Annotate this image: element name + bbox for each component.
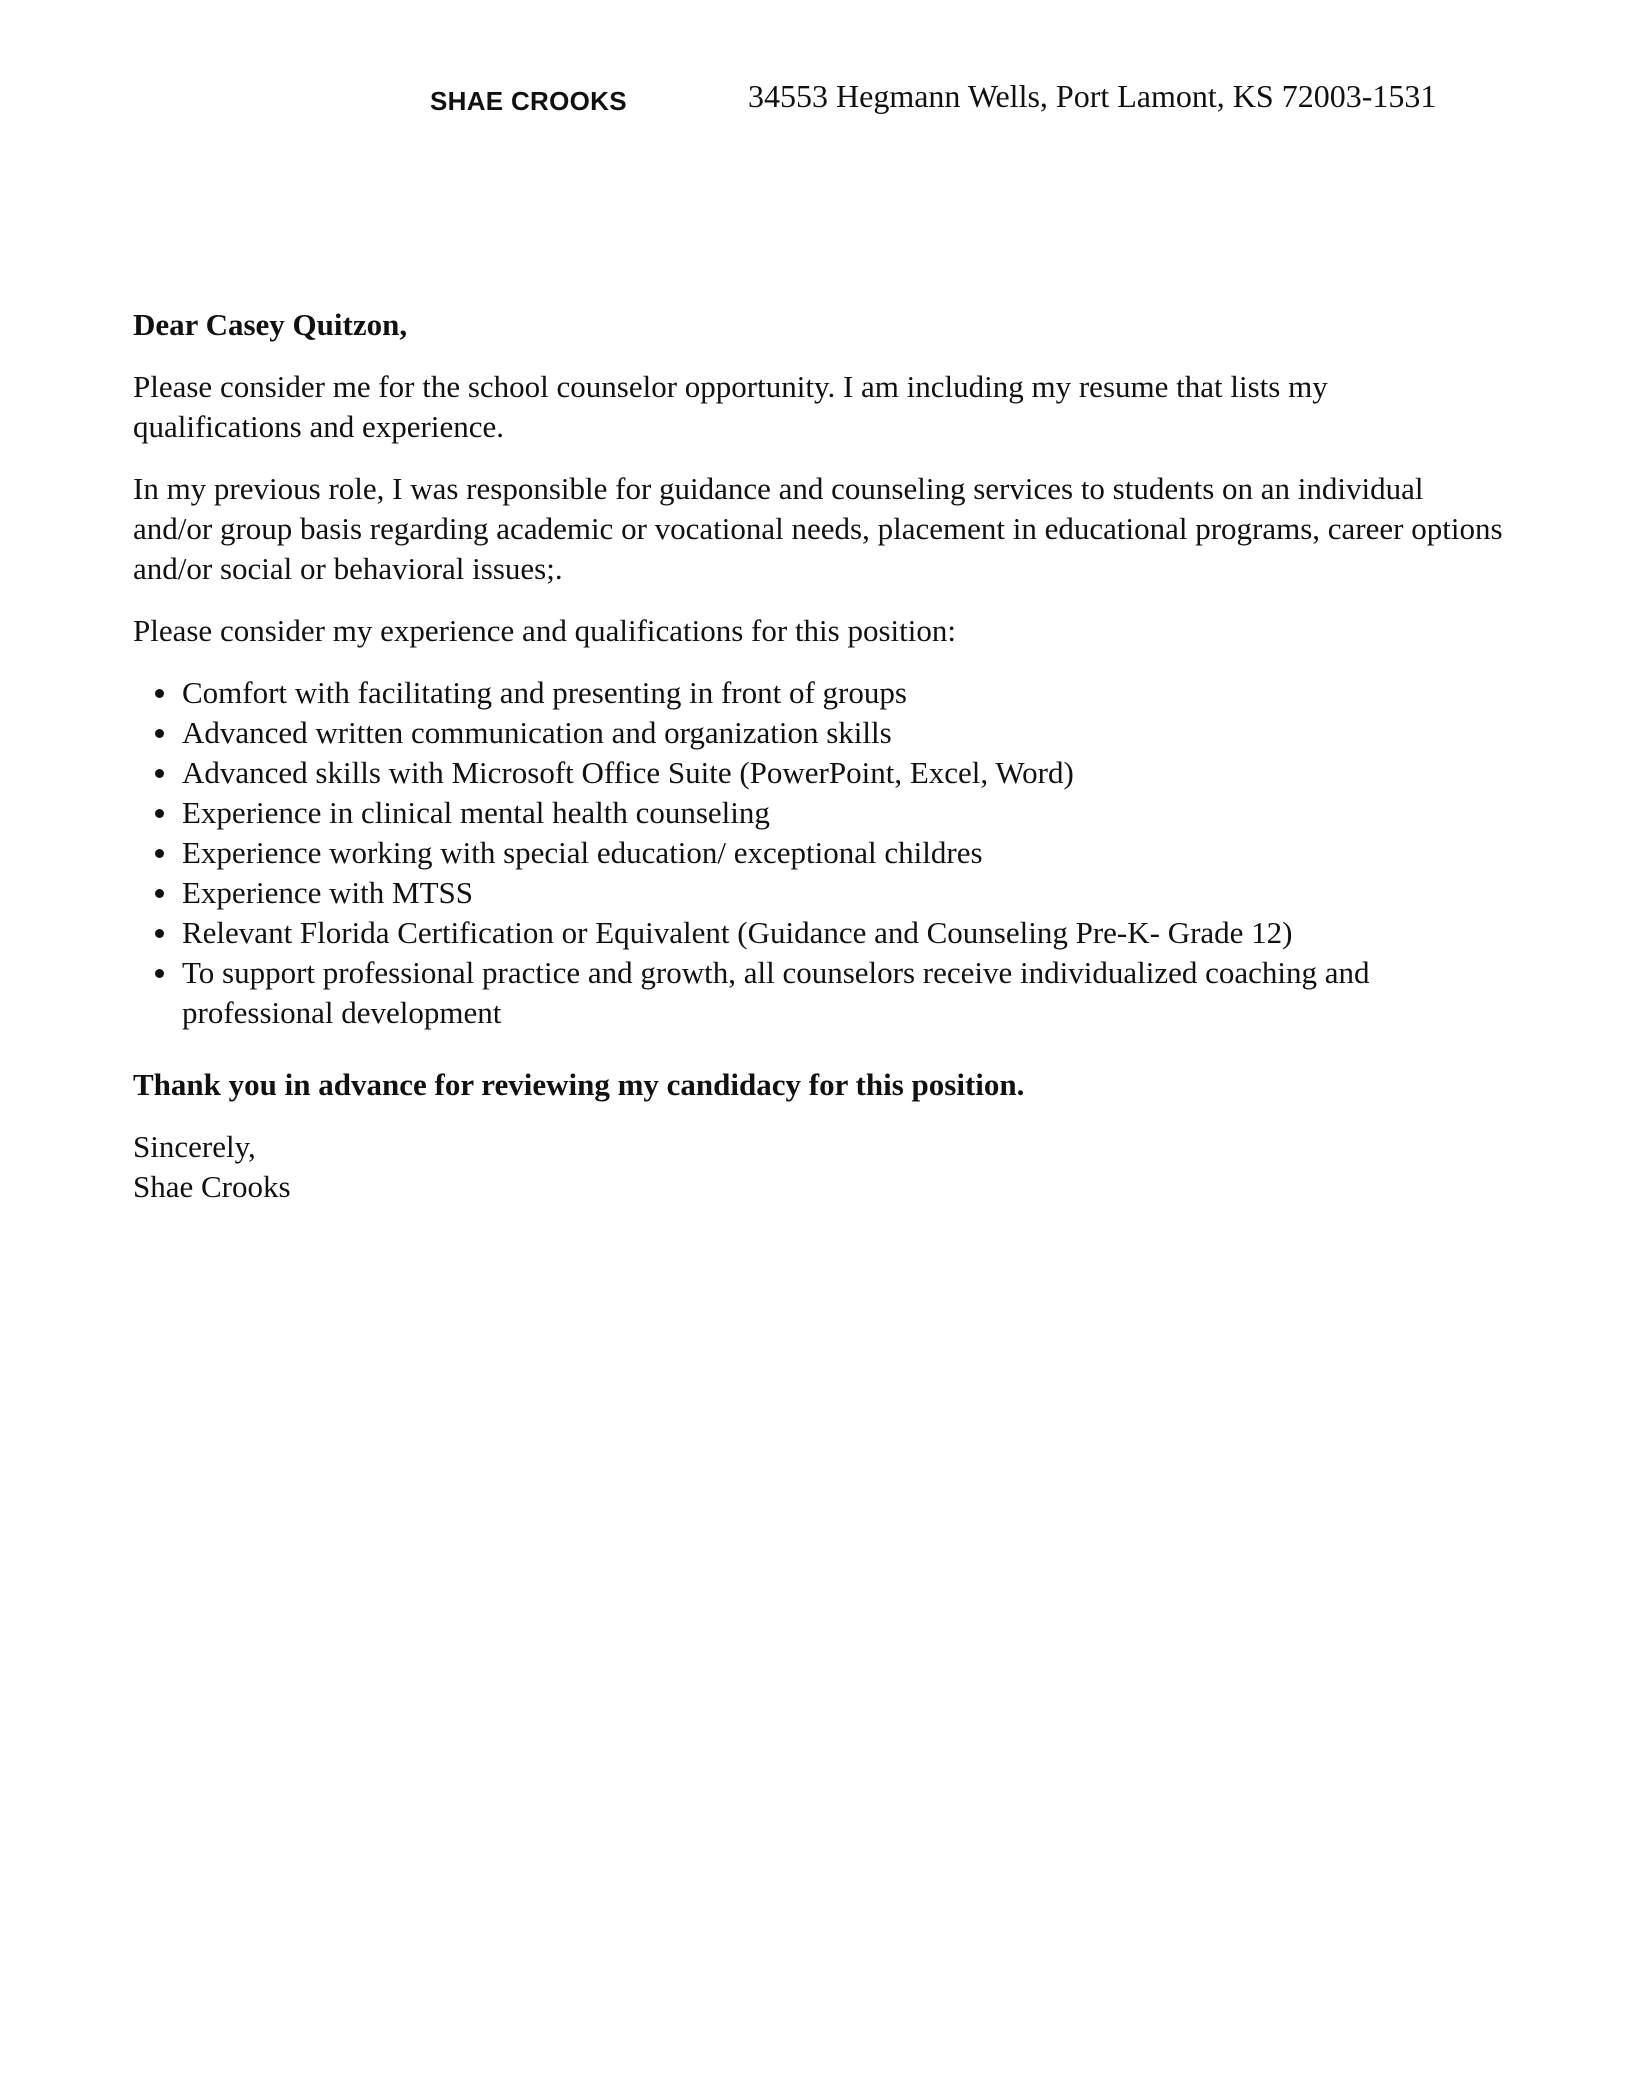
signature-name: Shae Crooks xyxy=(133,1169,291,1204)
bullet-icon xyxy=(155,849,164,858)
intro-paragraph: Please consider me for the school counselor opportunity. I am including my resume that lists my qualifications and experience. xyxy=(133,369,1328,444)
qualification-text: Comfort with facilitating and presenting in front of groups xyxy=(182,675,907,710)
qualification-text: Advanced written communication and organization skills xyxy=(182,715,892,750)
bullet-icon xyxy=(155,689,164,698)
qualification-text: Relevant Florida Certification or Equivalent (Guidance and Counseling Pre-K- Grade 12) xyxy=(182,915,1293,950)
list-item xyxy=(133,953,1503,1033)
list-item xyxy=(133,833,1503,873)
qualification-text: Experience with MTSS xyxy=(182,875,474,910)
letter-header xyxy=(0,78,1632,128)
bullet-icon xyxy=(155,889,164,898)
salutation: Dear Casey Quitzon, xyxy=(133,307,408,342)
bullet-icon xyxy=(155,769,164,778)
bullet-icon xyxy=(155,809,164,818)
list-item xyxy=(133,913,1503,953)
sender-address: 34553 Hegmann Wells, Port Lamont, KS 72003-1531 xyxy=(748,78,1437,114)
bullet-icon xyxy=(155,929,164,938)
bullet-icon xyxy=(155,729,164,738)
list-item xyxy=(133,873,1503,913)
bullet-icon xyxy=(155,969,164,978)
signoff: Sincerely, xyxy=(133,1129,256,1164)
letter-body xyxy=(133,305,1503,1207)
list-item xyxy=(133,713,1503,753)
list-item xyxy=(133,673,1503,713)
sender-name: SHAE CROOKS xyxy=(430,86,627,116)
list-item xyxy=(133,793,1503,833)
qualification-text: Experience in clinical mental health counseling xyxy=(182,795,770,830)
qualifications-list xyxy=(133,673,1503,1033)
qualification-text: To support professional practice and growth, all counselors receive individualized coaching and professional development xyxy=(182,955,1370,1030)
previous-role-paragraph: In my previous role, I was responsible for guidance and counseling services to students on an individual and/or group basis regarding academic or vocational needs, placement in educational programs, career options and/or social or behavioral issues;. xyxy=(133,471,1503,586)
qualification-text: Advanced skills with Microsoft Office Suite (PowerPoint, Excel, Word) xyxy=(182,755,1074,790)
qualifications-intro: Please consider my experience and qualifications for this position: xyxy=(133,613,956,648)
closing-line: Thank you in advance for reviewing my candidacy for this position. xyxy=(133,1067,1025,1102)
list-item xyxy=(133,753,1503,793)
qualification-text: Experience working with special education/ exceptional childres xyxy=(182,835,983,870)
